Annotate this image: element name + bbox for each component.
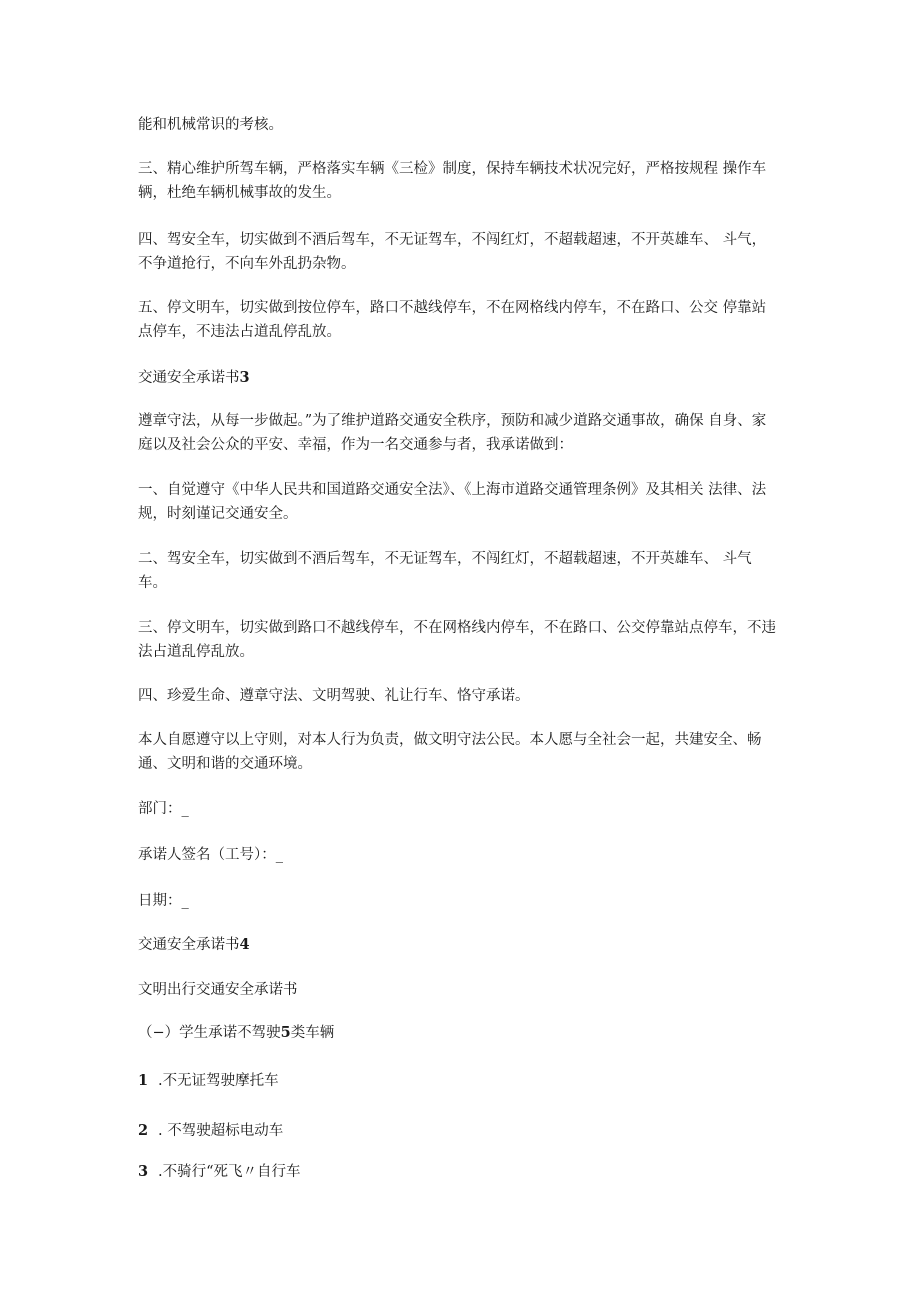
- heading-text: 交通安全承诺书: [138, 370, 240, 386]
- paragraph: 遵章守法，从每一步做起。”为了维护道路交通安全秩序，预防和减少道路交通事故，确保 自身、家庭以及社会公众的平安、幸福，作为一名交通参与者，我承诺做到：: [138, 413, 767, 453]
- sub-heading-text: （−）学生承诺不驾驶: [138, 1025, 281, 1041]
- list-item: [138, 1069, 778, 1093]
- paragraph: 本人自愿遵守以上守则，对本人行为负责，做文明守法公民。本人愿与全社会一起，共建安全、畅通、文明和谐的交通环境。: [138, 732, 762, 772]
- section-heading: [138, 933, 778, 957]
- paragraph: 三、停文明车，切实做到路口不越线停车，不在网格线内停车，不在路口、公交停靠站点停车，不违法占道乱停乱放。: [138, 620, 776, 660]
- list-item-number: 3: [138, 1163, 149, 1180]
- paragraph: 四、珍爱生命、遵章守法、文明驾驶、礼让行车、恪守承诺。: [138, 688, 530, 704]
- section-heading: [138, 366, 778, 390]
- list-item-text: .不骑行“死飞〃自行车: [158, 1164, 301, 1180]
- paragraph: 三、精心维护所驾车辆，严格落实车辆《三检》制度，保持车辆技术状况完好，严格按规程 操作车辆，杜绝车辆机械事故的发生。: [138, 161, 767, 201]
- paragraph: 五、停文明车，切实做到按位停车，路口不越线停车，不在网格线内停车，不在路口、公交 停靠站点停车，不违法占道乱停乱放。: [138, 300, 767, 340]
- heading-text: 交通安全承诺书: [138, 937, 240, 953]
- paragraph: 文明出行交通安全承诺书: [138, 982, 298, 998]
- heading-number: 3: [239, 369, 250, 386]
- list-item: [138, 1160, 778, 1184]
- date-field: 日期：_: [138, 893, 189, 909]
- department-field: 部门：_: [138, 801, 189, 817]
- list-item: [138, 1119, 778, 1143]
- paragraph: 能和机械常识的考核。: [138, 117, 283, 133]
- paragraph: 四、驾安全车，切实做到不酒后驾车，不无证驾车，不闯红灯，不超载超速，不开英雄车、 斗气，不争道抢行，不向车外乱扔杂物。: [138, 232, 767, 272]
- signature-field: 承诺人签名（工号）：_: [138, 847, 283, 863]
- list-item-number: 2: [138, 1122, 149, 1139]
- sub-heading: [138, 1021, 778, 1045]
- paragraph: 一、自觉遵守《中华人民共和国道路交通安全法》、《上海市道路交通管理条例》及其相关 法律、法规，时刻谨记交通安全。: [138, 482, 767, 522]
- heading-number: 4: [239, 936, 250, 953]
- sub-heading-text-end: 类车辆: [290, 1025, 335, 1041]
- list-item-text: .不无证驾驶摩托车: [158, 1073, 279, 1089]
- paragraph: 二、驾安全车，切实做到不酒后驾车，不无证驾车，不闯红灯，不超载超速，不开英雄车、 斗气车。: [138, 551, 752, 591]
- list-item-text: . 不驾驶超标电动车: [158, 1123, 284, 1139]
- sub-heading-number: 5: [280, 1024, 291, 1041]
- list-item-number: 1: [138, 1072, 149, 1089]
